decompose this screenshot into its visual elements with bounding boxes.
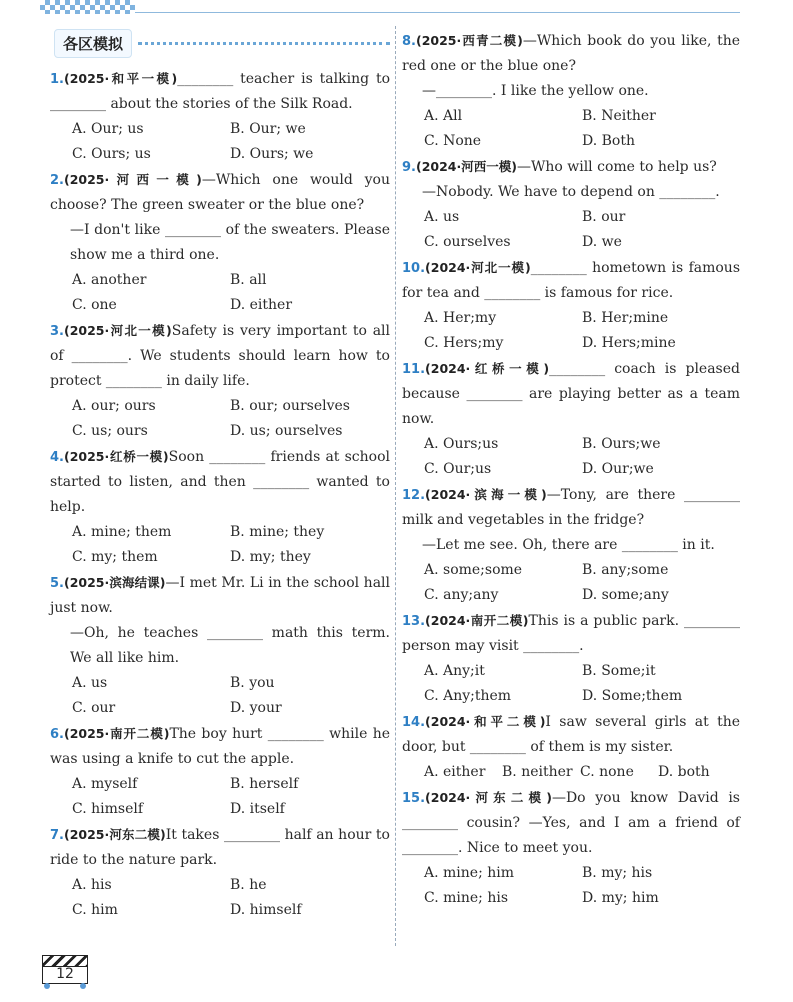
question-text: This is a public park. ________ person may visit ________. <box>402 613 741 654</box>
question-stem <box>402 255 740 306</box>
question-source: (2024·滨海一模) <box>425 487 547 502</box>
question-stem <box>50 721 390 772</box>
question-item <box>50 721 390 822</box>
question-number: 5. <box>50 576 64 591</box>
question-source: (2025·和平一模) <box>63 71 178 86</box>
question-source: (2025·河东二模) <box>63 827 166 842</box>
section-header <box>54 28 390 58</box>
question-number: 8. <box>402 34 416 49</box>
answer-option[interactable]: B. herself <box>230 776 299 792</box>
right-column <box>402 28 740 911</box>
question-item <box>50 66 390 167</box>
question-text: —I don't like ________ of the sweaters. Please show me a third one. <box>70 222 390 263</box>
question-text: —________. I like the yellow one. <box>422 83 649 99</box>
question-item <box>402 482 740 608</box>
answer-option[interactable]: B. our <box>582 209 626 225</box>
question-text: I saw several girls at the door, but ________ of them is my sister. <box>402 714 741 755</box>
question-source: (2024·和平二模) <box>425 714 546 729</box>
question-item <box>50 570 390 721</box>
question-stem <box>402 356 740 432</box>
question-source: (2024·南开二模) <box>425 613 529 628</box>
answer-options <box>402 306 740 356</box>
question-text: The boy hurt ________ while he was using a knife to cut the apple. <box>50 726 390 767</box>
answer-option[interactable]: D. Both <box>582 133 635 149</box>
answer-option[interactable]: D. both <box>658 764 710 780</box>
answer-option[interactable]: A. Any;it <box>424 663 485 679</box>
left-column <box>50 28 390 923</box>
answer-options <box>402 205 740 255</box>
question-item <box>402 154 740 255</box>
section-dotted-rule <box>138 42 390 45</box>
question-text: —I met Mr. Li in the school hall just now. <box>50 575 390 616</box>
answer-option[interactable]: C. Hers;my <box>424 335 504 351</box>
question-source: (2025·滨海结课) <box>63 575 166 590</box>
question-item <box>50 822 390 923</box>
question-text: ________ coach is pleased because ________ are playing better as a team now. <box>402 361 740 427</box>
question-text: —Let me see. Oh, there are ________ in it. <box>422 537 715 553</box>
answer-option[interactable]: A. mine; them <box>72 524 172 540</box>
answer-option[interactable]: A. All <box>424 108 463 124</box>
answer-option[interactable]: A. Ours;us <box>424 436 499 452</box>
answer-option[interactable]: D. Ours; we <box>230 146 314 162</box>
answer-options <box>50 671 390 721</box>
question-stem <box>402 533 740 558</box>
question-source: (2024·河西一模) <box>415 159 517 174</box>
answer-option[interactable]: D. my; him <box>582 890 659 906</box>
answer-option[interactable]: C. ourselves <box>424 234 511 250</box>
question-source: (2024·红桥一模) <box>425 361 550 376</box>
question-number: 4. <box>50 450 64 465</box>
answer-options <box>50 268 390 318</box>
answer-option[interactable]: C. Our;us <box>424 461 492 477</box>
question-stem <box>402 608 740 659</box>
question-source: (2025·西青二模) <box>415 33 523 48</box>
answer-option[interactable]: B. you <box>230 675 275 691</box>
question-stem <box>50 318 390 394</box>
question-item <box>402 608 740 709</box>
answer-option[interactable]: C. None <box>424 133 482 149</box>
answer-option[interactable]: A. some;some <box>424 562 523 578</box>
answer-option[interactable]: C. himself <box>72 801 144 817</box>
answer-option[interactable]: D. us; ourselves <box>230 423 343 439</box>
question-stem <box>50 444 390 520</box>
answer-option[interactable]: A. us <box>72 675 108 691</box>
question-stem <box>402 28 740 79</box>
answer-option[interactable]: C. him <box>72 902 118 918</box>
question-text: ________ hometown is famous for tea and ________ is famous for rice. <box>402 260 741 301</box>
question-number: 6. <box>50 727 64 742</box>
question-text: —Which one would you choose? The green sweater or the blue one? <box>50 172 390 213</box>
answer-option[interactable]: A. myself <box>72 776 138 792</box>
question-number: 13. <box>402 614 426 629</box>
question-item <box>50 167 390 318</box>
question-stem <box>402 709 740 760</box>
question-number: 12. <box>402 488 426 503</box>
question-source: (2024·河北一模) <box>425 260 531 275</box>
page-number-badge <box>42 955 94 989</box>
checker-pattern <box>40 0 135 14</box>
question-stem <box>50 167 390 218</box>
answer-option[interactable]: D. Some;them <box>582 688 683 704</box>
answer-option[interactable]: D. himself <box>230 902 302 918</box>
answer-option[interactable]: A. Her;my <box>424 310 497 326</box>
answer-option[interactable]: C. any;any <box>424 587 499 603</box>
answer-option[interactable]: A. another <box>72 272 147 288</box>
question-number: 14. <box>402 715 426 730</box>
question-stem <box>50 66 390 117</box>
answer-option[interactable]: A. us <box>424 209 460 225</box>
question-text: —Tony, are there ________ milk and vegetables in the fridge? <box>402 487 740 528</box>
answer-options <box>402 760 740 785</box>
answer-option[interactable]: A. Our; us <box>72 121 144 137</box>
answer-option[interactable]: D. Hers;mine <box>582 335 676 351</box>
question-item <box>402 709 740 785</box>
answer-option[interactable]: B. Our; we <box>230 121 306 137</box>
answer-option[interactable]: C. my; them <box>72 549 158 565</box>
question-text: —Nobody. We have to depend on ________. <box>422 184 720 200</box>
question-text: ________ teacher is talking to ________ about the stories of the Silk Road. <box>50 71 391 112</box>
answer-option[interactable]: D. either <box>230 297 293 313</box>
answer-option[interactable]: D. some;any <box>582 587 669 603</box>
page-header-decoration <box>40 0 740 14</box>
answer-option[interactable]: A. our; ours <box>72 398 156 414</box>
question-source: (2025·河北一模) <box>63 323 172 338</box>
question-stem <box>50 570 390 621</box>
answer-options <box>50 772 390 822</box>
answer-option[interactable]: C. mine; his <box>424 890 509 906</box>
answer-option[interactable]: B. Neither <box>582 108 656 124</box>
answer-options <box>402 659 740 709</box>
answer-option[interactable]: D. my; they <box>230 549 311 565</box>
header-rule <box>135 12 740 13</box>
answer-options <box>402 558 740 608</box>
question-number: 3. <box>50 324 64 339</box>
answer-option[interactable]: A. either <box>424 764 486 780</box>
answer-option[interactable]: B. neither <box>502 764 573 780</box>
answer-options <box>402 861 740 911</box>
question-text: Soon ________ friends at school started to listen, and then ________ wanted to help. <box>50 449 391 515</box>
question-stem <box>402 180 740 205</box>
answer-option[interactable]: B. mine; they <box>230 524 325 540</box>
question-stem <box>402 79 740 104</box>
question-source: (2025·南开二模) <box>63 726 170 741</box>
question-text: —Who will come to help us? <box>516 159 717 175</box>
question-text: —Oh, he teaches ________ math this term. We all like him. <box>70 625 390 666</box>
answer-option[interactable]: D. your <box>230 700 282 716</box>
question-item <box>402 255 740 356</box>
question-item <box>50 318 390 444</box>
footer-dots <box>42 983 89 989</box>
question-text: —Which book do you like, the red one or the blue one? <box>402 33 740 74</box>
answer-option[interactable]: B. my; his <box>582 865 653 881</box>
question-number: 9. <box>402 160 416 175</box>
answer-option[interactable]: C. Ours; us <box>72 146 151 162</box>
answer-options <box>402 104 740 154</box>
answer-options <box>402 432 740 482</box>
answer-option[interactable]: B. he <box>230 877 267 893</box>
answer-option[interactable]: D. we <box>582 234 622 250</box>
question-text: Safety is very important to all of ________. We students should learn how to protect ________ in daily life. <box>50 323 390 389</box>
answer-option[interactable]: C. our <box>72 700 116 716</box>
answer-options <box>50 520 390 570</box>
answer-option[interactable]: B. Her;mine <box>582 310 669 326</box>
question-number: 10. <box>402 261 426 276</box>
answer-option[interactable]: A. his <box>72 877 112 893</box>
answer-option[interactable]: D. itself <box>230 801 285 817</box>
section-title: 各区模拟 <box>54 29 132 58</box>
question-item <box>402 785 740 911</box>
question-text: It takes ________ half an hour to ride to the nature park. <box>50 827 390 868</box>
question-item <box>50 444 390 570</box>
question-item <box>402 28 740 154</box>
question-stem <box>50 822 390 873</box>
answer-options <box>50 117 390 167</box>
question-number: 11. <box>402 362 426 377</box>
question-stem <box>50 621 390 671</box>
question-stem <box>50 218 390 268</box>
column-divider <box>395 26 396 946</box>
question-text: —Do you know David is ________ cousin? —Yes, and I am a friend of ________. Nice to meet you. <box>402 790 740 856</box>
question-source: (2025·河西一模) <box>63 172 202 187</box>
answer-option[interactable]: D. Our;we <box>582 461 654 477</box>
answer-options <box>50 394 390 444</box>
question-number: 2. <box>50 173 64 188</box>
answer-option[interactable]: B. Some;it <box>582 663 656 679</box>
answer-option[interactable]: C. Any;them <box>424 688 512 704</box>
question-number: 7. <box>50 828 64 843</box>
answer-option[interactable]: C. us; ours <box>72 423 148 439</box>
question-number: 15. <box>402 791 426 806</box>
question-item <box>402 356 740 482</box>
answer-option[interactable]: C. none <box>580 764 634 780</box>
answer-option[interactable]: B. our; ourselves <box>230 398 350 414</box>
question-stem <box>402 154 740 180</box>
page-number: 12 <box>42 965 88 984</box>
answer-option[interactable]: B. any;some <box>582 562 669 578</box>
question-stem <box>402 785 740 861</box>
question-number: 1. <box>50 72 64 87</box>
answer-options <box>50 873 390 923</box>
question-source: (2024·河东二模) <box>425 790 552 805</box>
answer-option[interactable]: B. Ours;we <box>582 436 661 452</box>
question-source: (2025·红桥一模) <box>63 449 169 464</box>
answer-option[interactable]: B. all <box>230 272 267 288</box>
answer-option[interactable]: A. mine; him <box>424 865 515 881</box>
answer-option[interactable]: C. one <box>72 297 117 313</box>
question-stem <box>402 482 740 533</box>
